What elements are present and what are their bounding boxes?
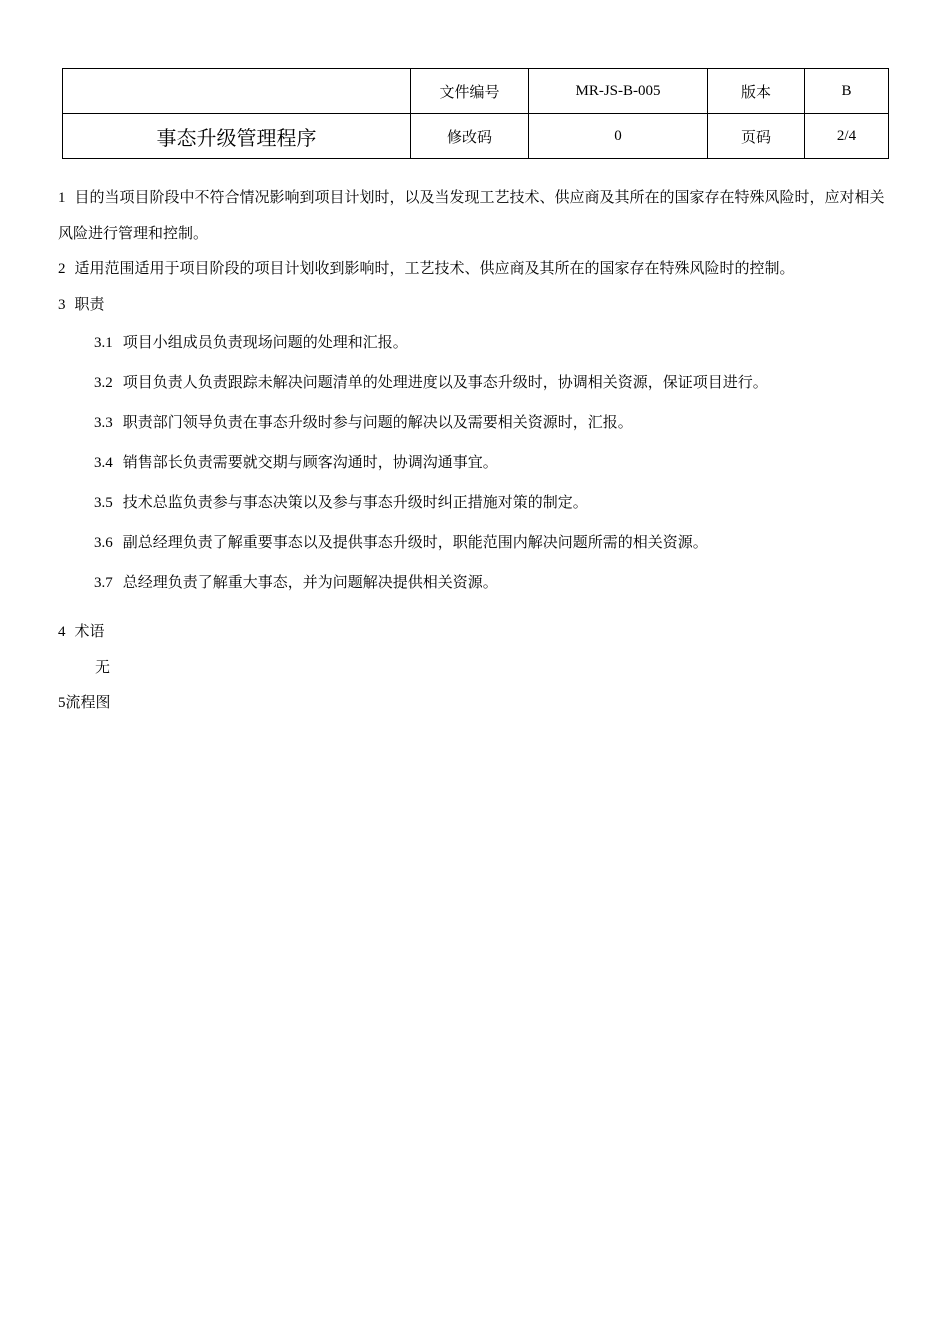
section-number: 2 xyxy=(58,261,66,277)
document-body xyxy=(58,180,894,721)
item-text: 总经理负责了解重大事态，并为问题解决提供相关资源。 xyxy=(122,573,498,591)
version-value: B xyxy=(805,69,889,114)
section-number: 5 xyxy=(58,695,66,711)
section-flowchart-heading xyxy=(58,685,894,721)
section-purpose xyxy=(58,180,894,251)
version-label: 版本 xyxy=(708,69,805,114)
section-number: 1 xyxy=(58,190,66,206)
revision-value: 0 xyxy=(529,114,708,159)
item-text: 项目负责人负责跟踪未解决问题清单的处理进度以及事态升级时，协调相关资源，保证项目进行。 xyxy=(122,373,768,391)
item-number: 3.6 xyxy=(94,535,113,551)
page-label: 页码 xyxy=(708,114,805,159)
section-title: 术语 xyxy=(74,622,105,640)
item-text: 职责部门领导负责在事态升级时参与问题的解决以及需要相关资源时，汇报。 xyxy=(122,413,633,431)
item-text: 技术总监负责参与事态决策以及参与事态升级时纠正措施对策的制定。 xyxy=(122,493,588,511)
section-number: 4 xyxy=(58,624,66,640)
responsibilities-list xyxy=(58,323,894,603)
item-number: 3.4 xyxy=(94,455,113,471)
header-blank-cell xyxy=(63,69,411,114)
item-number: 3.2 xyxy=(94,375,113,391)
item-text: 副总经理负责了解重要事态以及提供事态升级时，职能范围内解决问题所需的相关资源。 xyxy=(122,533,708,551)
page-value: 2/4 xyxy=(805,114,889,159)
section-scope xyxy=(58,251,894,287)
header-row-2 xyxy=(63,114,889,159)
header-row-1 xyxy=(63,69,889,114)
list-item xyxy=(94,363,894,403)
section-number: 3 xyxy=(58,297,66,313)
doc-number-value: MR-JS-B-005 xyxy=(529,69,708,114)
list-item xyxy=(94,523,894,563)
item-text: 项目小组成员负责现场问题的处理和汇报。 xyxy=(122,333,408,351)
section-terms-heading xyxy=(58,614,894,650)
item-number: 3.7 xyxy=(94,575,113,591)
section-title: 流程图 xyxy=(65,693,111,711)
revision-label: 修改码 xyxy=(411,114,529,159)
document-header-table xyxy=(62,68,889,159)
section-text: 适用范围适用于项目阶段的项目计划收到影响时，工艺技术、供应商及其所在的国家存在特殊风险时的控制。 xyxy=(74,259,795,277)
item-number: 3.5 xyxy=(94,495,113,511)
document-title: 事态升级管理程序 xyxy=(63,114,411,159)
list-item xyxy=(94,483,894,523)
item-number: 3.3 xyxy=(94,415,113,431)
section-responsibilities-heading xyxy=(58,287,894,323)
section-text: 目的当项目阶段中不符合情况影响到项目计划时，以及当发现工艺技术、供应商及其所在的国家存在特殊风险时，应对相关风险进行管理和控制。 xyxy=(58,188,885,242)
section-title: 职责 xyxy=(74,295,105,313)
doc-number-label: 文件编号 xyxy=(411,69,529,114)
list-item xyxy=(94,403,894,443)
item-text: 销售部长负责需要就交期与顾客沟通时，协调沟通事宜。 xyxy=(122,453,498,471)
item-number: 3.1 xyxy=(94,335,113,351)
list-item xyxy=(94,563,894,603)
list-item xyxy=(94,443,894,483)
list-item xyxy=(94,323,894,363)
spacer xyxy=(58,603,894,614)
section-terms-body: 无 xyxy=(95,658,111,676)
